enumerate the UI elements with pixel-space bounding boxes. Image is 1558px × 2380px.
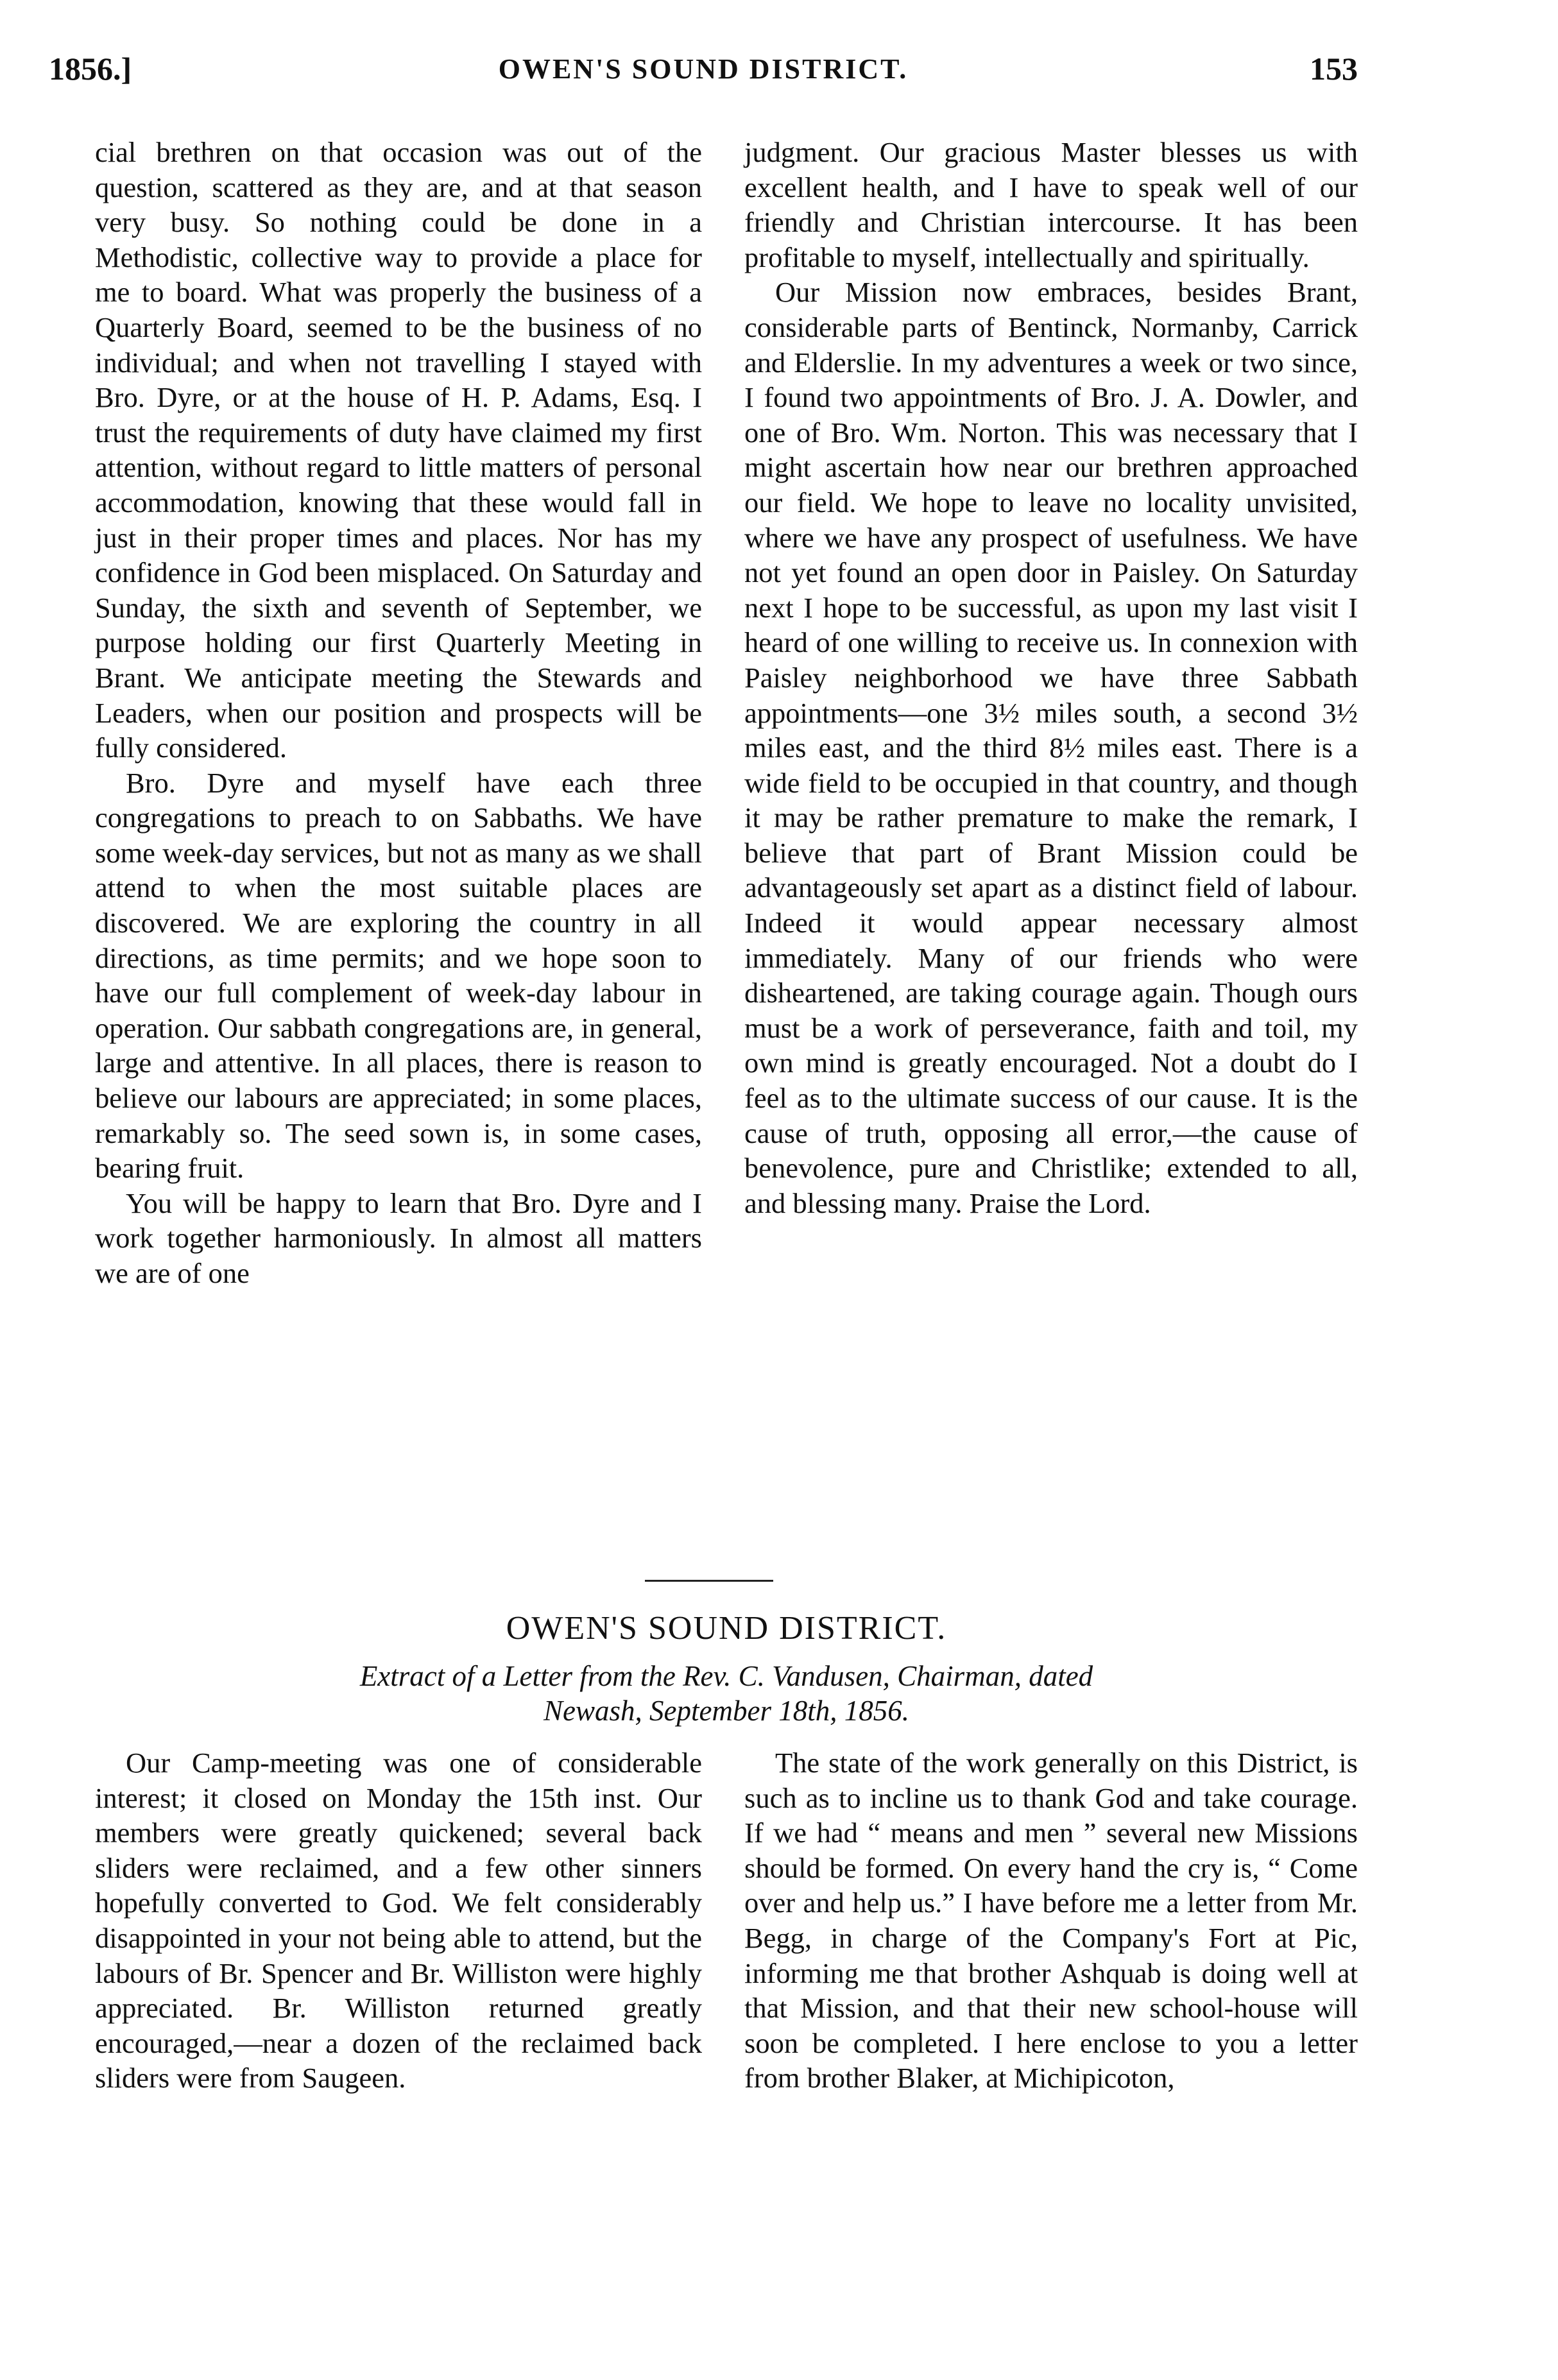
upper-right-column bbox=[744, 135, 1358, 1220]
paragraph: You will be happy to learn that Bro. Dyre and I work together harmoniously. In almost all matters we are of one bbox=[95, 1186, 702, 1289]
header-year: 1856.] bbox=[49, 51, 132, 87]
paragraph: The state of the work generally on this District, is such as to incline us to thank God and take courage. If we had “ means and men ” several new Missions should be formed. On every hand the cry is, “ Come over and help us.” I have before me a letter from Mr. Begg, in charge of the Company's Fort at Pic, informing me that brother Ashquab is doing well at that Mission, and that their new school-house will soon be completed. I here enclose to you a letter from brother Blaker, at Michipicoton, bbox=[744, 1747, 1358, 2094]
subtitle-line: Newash, September 18th, 1856. bbox=[544, 1695, 909, 1727]
upper-left-column bbox=[95, 135, 702, 1291]
header-title: OWEN'S SOUND DISTRICT. bbox=[498, 53, 909, 85]
paragraph: Bro. Dyre and myself have each three congregations to preach to on Sabbaths. We have some week-day services, but not as many as we shall attend to when the most suitable places are discovered. We are exploring the country in all directions, as time permits; and we hope soon to have our full complement of week-day labour in operation. Our sabbath congregations are, in general, large and attentive. In all places, there is reason to believe our labours are appreciated; in some places, remarkably so. The seed sown is, in some cases, bearing fruit. bbox=[95, 766, 702, 1185]
section-divider bbox=[645, 1580, 773, 1582]
running-head bbox=[49, 50, 1358, 95]
section-title: OWEN'S SOUND DISTRICT. bbox=[506, 1610, 947, 1647]
page-number: 153 bbox=[1310, 51, 1358, 87]
paragraph: cial brethren on that occasion was out of the question, scattered as they are, and at that season very busy. So nothing could be done in a Methodistic, collective way to provide a place for me to board. What was properly the business of a Quarterly Board, seemed to be the business of no individual; and when not travelling I stayed with Bro. Dyre, or at the house of H. P. Adams, Esq. I trust the requirements of duty have claimed my first attention, without regard to little matters of personal accommodation, knowing that these would fall in just in their proper times and places. Nor has my confidence in God been misplaced. On Saturday and Sunday, the sixth and seventh of September, we purpose holding our first Quarterly Meeting in Brant. We anticipate meeting the Stewards and Leaders, when our position and prospects will be fully considered. bbox=[95, 136, 702, 764]
subtitle-line: Extract of a Letter from the Rev. C. Vandusen, Chairman, dated bbox=[359, 1660, 1093, 1692]
section-subtitle bbox=[95, 1659, 1358, 1728]
paragraph: judgment. Our gracious Master blesses us with excellent health, and I have to speak well of our friendly and Christian intercourse. It has been profitable to myself, intellectually and spiritually. bbox=[744, 136, 1358, 273]
paragraph: Our Camp-meeting was one of considerable interest; it closed on Monday the 15th inst. Our members were greatly quickened; several back sliders were reclaimed, and a few other sinners hopefully converted to God. We felt considerably disappointed in your not being able to attend, but the labours of Br. Spencer and Br. Williston were highly appreciated. Br. Williston returned greatly encouraged,—near a dozen of the reclaimed back sliders were from Saugeen. bbox=[95, 1747, 702, 2094]
lower-left-column bbox=[95, 1745, 702, 2096]
lower-right-column bbox=[744, 1745, 1358, 2096]
paragraph: Our Mission now embraces, besides Brant, considerable parts of Bentinck, Normanby, Carrick and Elderslie. In my adventures a week or two since, I found two appointments of Bro. J. A. Dowler, and one of Bro. Wm. Norton. This was necessary that I might ascertain how near our brethren approached our field. We hope to leave no locality unvisited, where we have any prospect of usefulness. We have not yet found an open door in Paisley. On Saturday next I hope to be successful, as upon my last visit I heard of one willing to receive us. In connexion with Paisley neighborhood we have three Sabbath appointments—one 3½ miles south, a second 3½ miles east, and the third 8½ miles east. There is a wide field to be occupied in that country, and though it may be rather premature to make the remark, I believe that part of Brant Mission could be advantageously set apart as a distinct field of labour. Indeed it would appear necessary almost immediately. Many of our friends who were disheartened, are taking courage again. Though ours must be a work of perseverance, faith and toil, my own mind is greatly encouraged. Not a doubt do I feel as to the ultimate success of our cause. It is the cause of truth, opposing all error,—the cause of benevolence, pure and Christlike; extended to all, and blessing many. Praise the Lord. bbox=[744, 276, 1358, 1219]
